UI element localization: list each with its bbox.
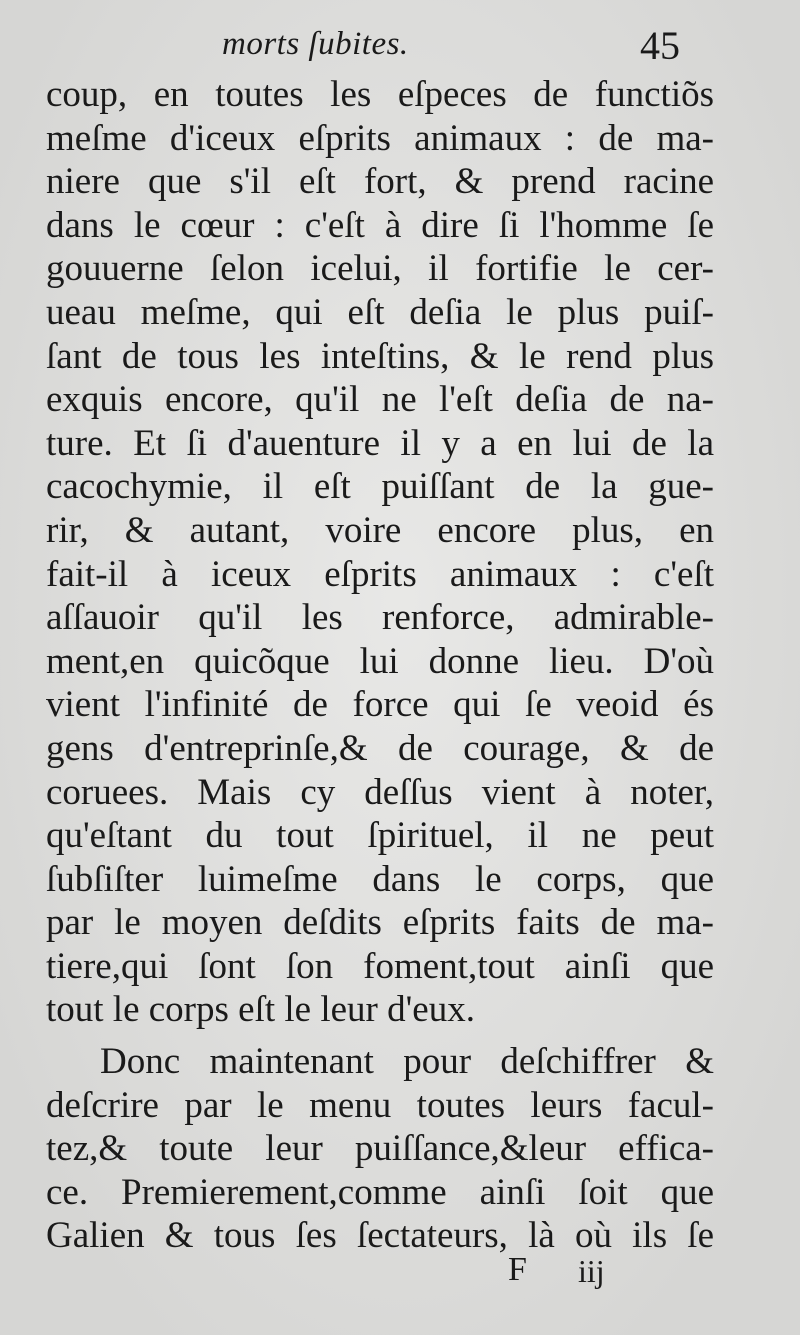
text-line: ture. Et ſi d'auenture il y a en lui de la: [46, 422, 714, 464]
text-line: coruees. Mais cy deſſus vient à noter,: [46, 771, 714, 813]
body-text: [46, 73, 714, 1258]
text-line: tez,& toute leur puiſſance,&leur effica-: [46, 1128, 714, 1170]
page-number: 45: [640, 23, 680, 68]
text-line: ſant de tous les inteſtins, & le rend plus: [46, 335, 714, 377]
text-line: ueau meſme, qui eſt deſia le plus puiſ-: [46, 291, 714, 333]
text-line: meſme d'iceux eſprits animaux : de ma-: [46, 117, 714, 159]
text-line: Donc maintenant pour deſchiffrer &: [100, 1041, 714, 1083]
text-line: par le moyen deſdits eſprits faits de ma-: [46, 902, 714, 944]
paragraph-2: [46, 1040, 714, 1258]
text-line: Galien & tous ſes ſectateurs, là où ils ſe: [46, 1215, 714, 1257]
text-line: qu'eſtant du tout ſpirituel, il ne peut: [46, 815, 714, 857]
text-line: tiere,qui ſont ſon foment,tout ainſi que: [46, 945, 714, 987]
page-footer: [0, 1245, 800, 1295]
text-line: cacochymie, il eſt puiſſant de la gue-: [46, 466, 714, 508]
page-header: [0, 22, 800, 72]
paragraph-gap: [46, 1032, 714, 1040]
text-line: ce. Premierement,comme ainſi ſoit que: [46, 1171, 714, 1213]
text-line: ſubſiſter luimeſme dans le corps, que: [46, 858, 714, 900]
text-line: coup, en toutes les eſpeces de functiõs: [46, 74, 714, 115]
text-line: gens d'entreprinſe,& de courage, & de: [46, 727, 714, 769]
text-line: rir, & autant, voire encore plus, en: [46, 509, 714, 551]
text-line: dans le cœur : c'eſt à dire ſi l'homme ſe: [46, 204, 714, 246]
text-line: fait-il à iceux eſprits animaux : c'eſt: [46, 553, 714, 595]
signature-mark: F: [508, 1251, 527, 1288]
text-line: vient l'infinité de force qui ſe veoid és: [46, 684, 714, 726]
text-line: exquis encore, qu'il ne l'eſt deſia de na-: [46, 379, 714, 421]
text-line: aſſauoir qu'il les renforce, admirable-: [46, 597, 714, 639]
text-line: ment,en quicõque lui donne lieu. D'où: [46, 640, 714, 682]
text-line: deſcrire par le menu toutes leurs facul-: [46, 1084, 714, 1126]
text-line: gouuerne ſelon icelui, il fortifie le cer-: [46, 248, 714, 290]
running-title: morts ſubites.: [222, 26, 409, 62]
text-line: niere que s'il eſt fort, & prend racine: [46, 161, 714, 203]
text-line: tout le corps eſt le leur d'eux.: [46, 989, 475, 1031]
folio-mark: iij: [578, 1253, 605, 1289]
paragraph-1: [46, 73, 714, 1032]
